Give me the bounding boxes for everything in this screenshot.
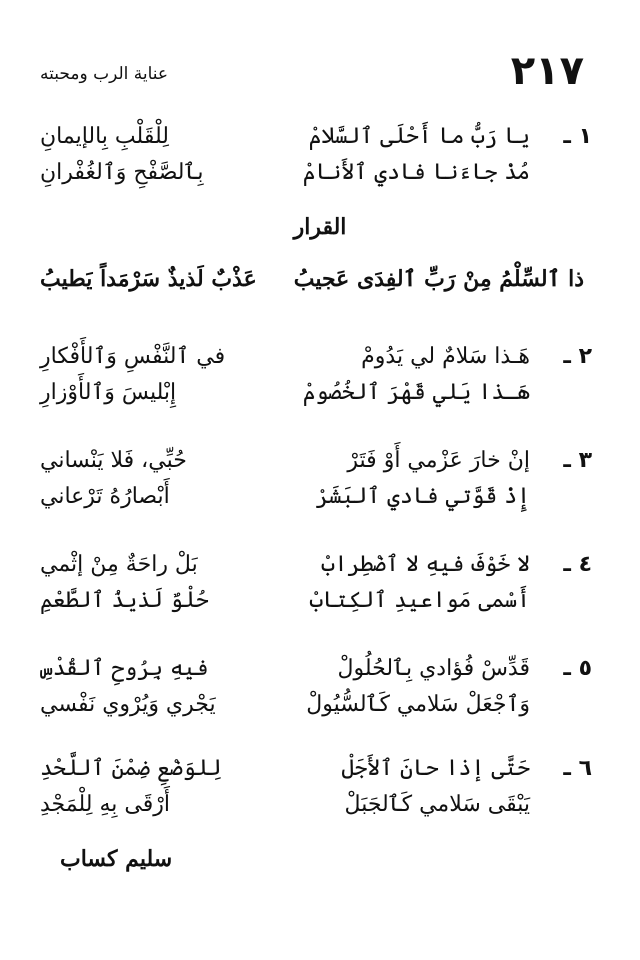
verse-line	[40, 124, 592, 154]
first-hemistich: وَٱجْعَلْ سَلامي كَٱلسُّيُولْ	[306, 692, 530, 717]
stanza-number: ٥ ـ	[563, 656, 592, 681]
verse-line	[40, 588, 592, 618]
stanza-number: ٤ ـ	[563, 552, 592, 577]
stanza-3	[40, 448, 592, 512]
verse-line	[40, 792, 592, 822]
second-hemistich: يَجْري وَيُرْوي نَفْسي	[40, 692, 216, 717]
first-hemistich: إِذْ قَوَّتي فادي ٱلبَشَرْ	[315, 484, 530, 509]
stanza-number: ٢ ـ	[563, 344, 592, 369]
first-hemistich: هَـذا سَلامٌ لي يَدُومْ	[361, 344, 530, 369]
refrain-line	[40, 266, 584, 300]
first-hemistich: يا رَبُّ ما أَحْلَى ٱلسَّلامْ	[308, 124, 530, 149]
stanza-number: ٣ ـ	[563, 448, 592, 473]
verse-line	[40, 344, 592, 374]
stanza-2	[40, 344, 592, 408]
first-hemistich: هَـذا يَلي قَهْرَ ٱلخُصُومْ	[302, 380, 530, 405]
second-hemistich: إِبْليسَ وَٱلأَوْزارِ	[40, 380, 177, 405]
second-hemistich: أَرْقَى بِهِ لِلْمَجْدِ	[40, 792, 170, 817]
stanza-number: ١ ـ	[563, 124, 592, 149]
verse-line	[40, 160, 592, 190]
second-hemistich: فيهِ بِرُوحِ ٱلقُدْسِ	[40, 656, 209, 681]
verse-line	[40, 756, 592, 786]
stanza-4	[40, 552, 592, 616]
verse-line	[40, 448, 592, 478]
refrain-title: القرار	[293, 214, 347, 240]
first-hemistich: قَدِّسْ فُؤادي بِٱلحُلُولْ	[337, 656, 530, 681]
first-hemistich: مُذْ جاءَنا فادي ٱلأَنامْ	[302, 160, 530, 185]
second-hemistich: لِلوَضْعِ ضِمْنَ ٱللَّحْدِ	[40, 756, 222, 781]
second-hemistich: حُبِّي، فَلا يَنْساني	[40, 448, 187, 473]
author-name: سليم كساب	[60, 846, 173, 872]
verse-line	[40, 484, 592, 514]
first-hemistich: حَتَّى إذا حانَ ٱلأَجَلْ	[341, 756, 530, 781]
verse-line	[40, 552, 592, 582]
second-hemistich: حُلْوٌ لَذيذُ ٱلطَّعْمِ	[40, 588, 209, 613]
first-hemistich: أَسْمى مَواعيدِ ٱلكِتابْ	[309, 588, 530, 613]
second-hemistich: بِٱلصَّفْحِ وَٱلغُفْرانِ	[40, 160, 204, 185]
refrain-first-hemistich: ذا ٱلسِّلْمُ مِنْ رَبِّ ٱلفِدَى عَجيبُ	[293, 266, 584, 292]
stanza-6	[40, 756, 592, 820]
second-hemistich: في ٱلنَّفْسِ وَٱلأَفْكارِ	[40, 344, 226, 369]
stanza-5	[40, 656, 592, 720]
verse-line	[40, 692, 592, 722]
second-hemistich: لِلْقَلْبِ بِالإيمانِ	[40, 124, 169, 149]
second-hemistich: بَلْ راحَةٌ مِنْ إثْمي	[40, 552, 198, 577]
verse-line	[40, 656, 592, 686]
running-title: عناية الرب ومحبته	[40, 64, 169, 84]
second-hemistich: أَبْصارُهُ تَرْعاني	[40, 484, 170, 509]
verse-line	[40, 380, 592, 410]
page-number: ٢١٧	[510, 48, 584, 94]
refrain-second-hemistich: عَذْبٌ لَذيذٌ سَرْمَداً يَطيبُ	[40, 266, 257, 292]
stanza-number: ٦ ـ	[563, 756, 592, 781]
first-hemistich: يَبْقَى سَلامي كَٱلجَبَلْ	[344, 792, 530, 817]
stanza-1	[40, 124, 592, 188]
first-hemistich: لا خَوْفَ فيهِ لا ٱضْطِرابْ	[321, 552, 530, 577]
first-hemistich: إنْ خارَ عَزْمي أَوْ فَتَرْ	[347, 448, 530, 473]
